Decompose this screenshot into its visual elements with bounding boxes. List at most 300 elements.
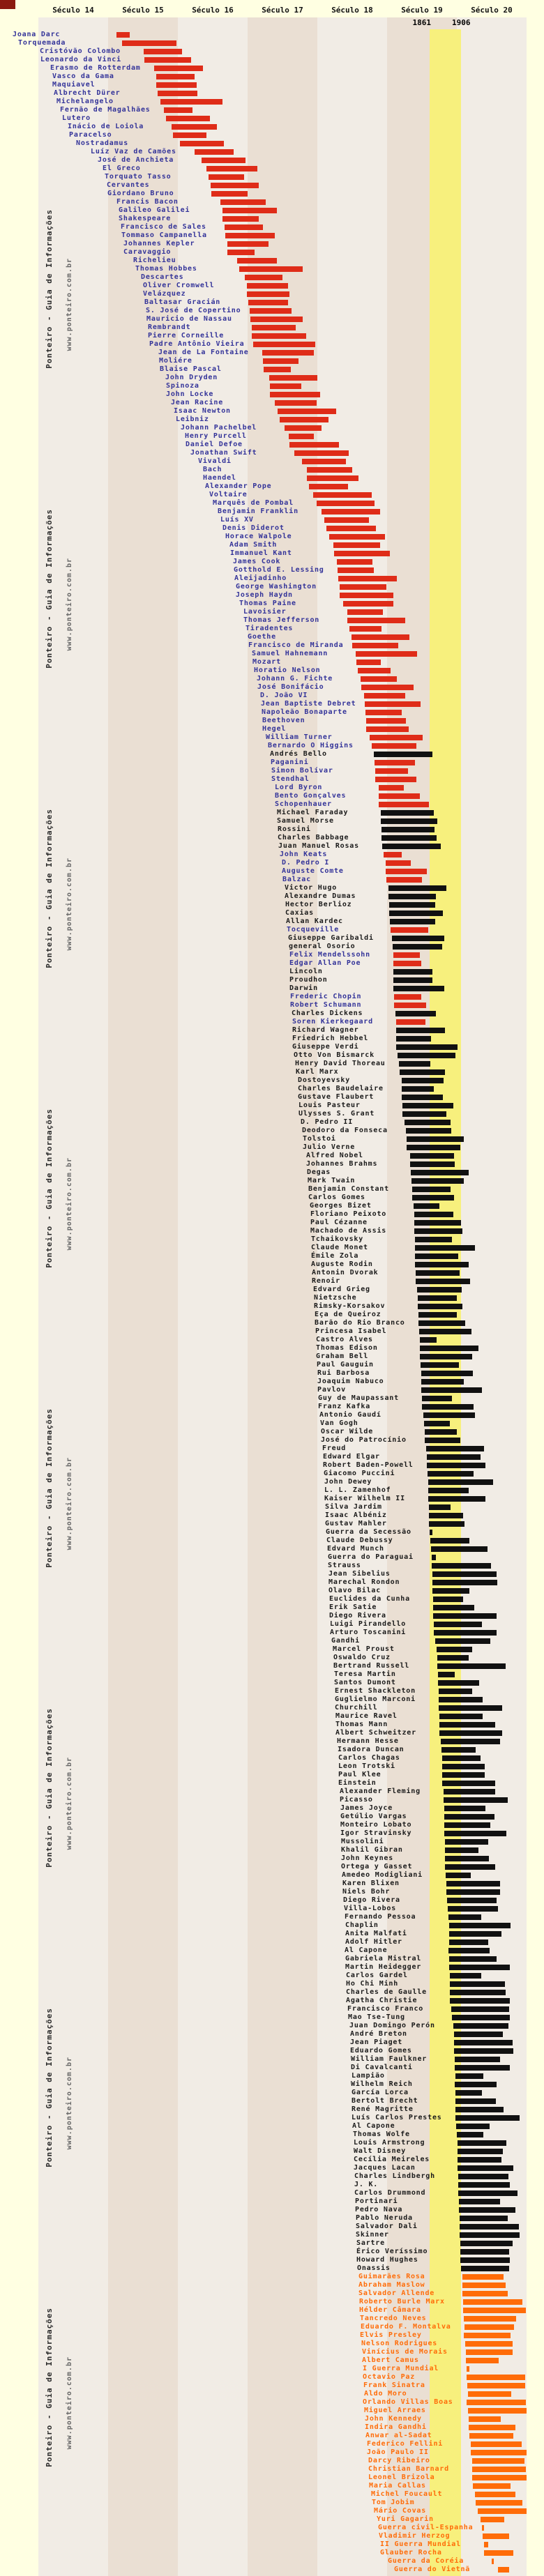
person-label: Allan Kardec: [286, 917, 343, 925]
person-label: John Kennedy: [365, 2415, 422, 2423]
lifespan-bar: [424, 1421, 450, 1426]
person-label: Isaac Albéniz: [325, 1511, 387, 1519]
lifespan-bar: [289, 442, 339, 448]
lifespan-bar: [407, 1136, 464, 1142]
lifespan-bar: [458, 2190, 517, 2196]
lifespan-bar: [418, 1304, 462, 1309]
lifespan-bar: [429, 1513, 463, 1518]
lifespan-bar: [484, 2542, 488, 2547]
lifespan-bar: [379, 802, 429, 807]
lifespan-bar: [455, 2065, 510, 2071]
person-label: Shakespeare: [119, 215, 172, 222]
century-column: [38, 17, 108, 2576]
person-label: Onassis: [357, 2264, 391, 2272]
lifespan-bar: [209, 174, 244, 180]
person-label: Monteiro Lobato: [340, 1821, 412, 1829]
lifespan-bar: [366, 718, 406, 724]
person-label: Al Capone: [345, 1946, 388, 1954]
lifespan-bar: [381, 835, 437, 841]
person-label: Louis Pasteur: [299, 1102, 361, 1109]
lifespan-bar: [338, 576, 397, 581]
lifespan-bar: [411, 1178, 464, 1184]
person-label: Pavlov: [317, 1386, 346, 1394]
lifespan-bar: [439, 1714, 483, 1719]
lifespan-bar: [462, 2274, 504, 2280]
person-label: Caravaggio: [123, 248, 172, 256]
person-label: Érico Veríssimo: [356, 2248, 428, 2255]
person-label: Joaquim Nabuco: [317, 1378, 384, 1385]
lifespan-bar: [454, 2032, 503, 2037]
lifespan-bar: [465, 2341, 513, 2347]
person-label: Auguste Comte: [282, 867, 344, 875]
lifespan-bar: [399, 1061, 430, 1067]
person-label: Immanuel Kant: [230, 549, 292, 557]
watermark-site-name: Ponteiro - Guia de Informações: [45, 809, 54, 968]
lifespan-bar: [428, 1479, 493, 1485]
person-label: George Washington: [236, 583, 317, 590]
lifespan-bar: [160, 99, 222, 105]
person-label: Antonin Dvorak: [312, 1269, 379, 1276]
person-label: Samuel Hahnemann: [252, 650, 328, 657]
person-label: Rembrandt: [148, 323, 191, 331]
lifespan-bar: [449, 1939, 488, 1945]
person-label: Anita Malfati: [345, 1930, 407, 1937]
lifespan-bar: [414, 1228, 462, 1234]
century-column: [108, 17, 178, 2576]
century-label: Século 16: [192, 6, 234, 15]
lifespan-bar: [313, 492, 372, 498]
lifespan-bar: [393, 969, 432, 975]
person-label: Octavio Paz: [363, 2373, 416, 2381]
lifespan-bar: [402, 1086, 434, 1092]
person-label: Maquiavel: [52, 81, 96, 89]
person-label: Tiradentes: [245, 625, 294, 632]
lifespan-bar: [483, 2533, 509, 2539]
person-label: Bertrand Russell: [333, 1662, 410, 1670]
lifespan-bar: [372, 743, 416, 749]
person-label: Franz Kafka: [318, 1403, 371, 1410]
lifespan-bar: [415, 1237, 452, 1242]
person-label: Silva Jardim: [325, 1503, 382, 1511]
lifespan-bar: [384, 852, 402, 858]
person-label: Simon Bolívar: [271, 767, 333, 775]
lifespan-bar: [419, 1329, 471, 1334]
lifespan-bar: [402, 1095, 443, 1100]
person-label: Carlos Gomes: [308, 1194, 365, 1201]
person-label: Giacomo Puccini: [324, 1470, 395, 1477]
person-label: Mark Twain: [308, 1177, 356, 1184]
person-label: Albrecht Dürer: [54, 89, 121, 97]
person-label: D. João VI: [260, 692, 308, 699]
person-label: Niels Bohr: [342, 1888, 391, 1896]
person-label: Glauber Rocha: [380, 2549, 442, 2556]
lifespan-bar: [429, 1521, 464, 1527]
person-label: Guerra do Paraguai: [328, 1553, 414, 1561]
person-label: Portinari: [355, 2197, 398, 2205]
lifespan-bar: [420, 1354, 472, 1359]
lifespan-bar: [422, 1396, 452, 1401]
lifespan-bar: [460, 2249, 509, 2255]
person-label: Arturo Toscanini: [330, 1629, 407, 1636]
person-label: Kaiser Wilhelm II: [324, 1495, 405, 1502]
person-label: Pedro Nava: [355, 2206, 403, 2213]
lifespan-bar: [472, 2475, 527, 2480]
person-label: Skinner: [356, 2231, 389, 2239]
person-label: Balzac: [282, 876, 311, 883]
lifespan-bar: [492, 2559, 494, 2564]
person-label: Charles Lindbergh: [354, 2172, 435, 2180]
person-label: Benjamin Constant: [308, 1185, 389, 1193]
lifespan-bar: [418, 1320, 465, 1326]
person-label: Gabriela Mistral: [345, 1955, 422, 1963]
lifespan-bar: [425, 1438, 460, 1443]
lifespan-bar: [466, 2349, 513, 2355]
lifespan-bar: [349, 626, 381, 632]
lifespan-bar: [434, 1630, 497, 1636]
lifespan-bar: [412, 1195, 454, 1201]
person-label: general Osorio: [289, 943, 356, 950]
person-label: Diego Rivera: [343, 1896, 400, 1904]
lifespan-bar: [444, 1822, 490, 1828]
lifespan-bar: [402, 1103, 453, 1108]
lifespan-bar: [434, 1622, 482, 1627]
person-label: Marquês de Pombal: [213, 499, 294, 507]
person-label: Tchaikovsky: [311, 1235, 364, 1243]
person-label: Mussolini: [341, 1838, 384, 1845]
person-label: Samuel Morse: [277, 817, 334, 825]
lifespan-bar: [333, 542, 380, 548]
watermark-site-url: www.ponteiro.com.br: [66, 1157, 73, 1251]
lifespan-bar: [458, 2149, 503, 2154]
lifespan-bar: [459, 2207, 515, 2213]
person-label: I Guerra Mundial: [363, 2365, 439, 2372]
person-label: Eduardo Gomes: [350, 2047, 412, 2055]
person-label: Vladimir Herzog: [379, 2532, 451, 2540]
person-label: Blaise Pascal: [160, 365, 222, 373]
person-label: Alexander Pope: [205, 482, 272, 490]
person-label: Mário Covas: [374, 2507, 427, 2515]
lifespan-bar: [237, 258, 277, 264]
person-label: Victor Hugo: [285, 884, 338, 892]
person-label: Juan Manuel Rosas: [278, 842, 359, 850]
lifespan-bar: [389, 910, 443, 916]
lifespan-bar: [468, 2408, 527, 2414]
lifespan-bar: [456, 2124, 490, 2129]
lifespan-bar: [439, 1730, 502, 1736]
lifespan-bar: [374, 752, 432, 757]
lifespan-bar: [156, 82, 197, 88]
lifespan-bar: [464, 2333, 511, 2338]
person-label: Baltasar Gracián: [144, 298, 221, 306]
lifespan-bar: [270, 383, 301, 389]
lifespan-bar: [154, 66, 203, 71]
lifespan-bar: [416, 1270, 460, 1276]
lifespan-bar: [476, 2500, 522, 2506]
lifespan-bar: [294, 450, 349, 456]
lifespan-bar: [211, 191, 248, 197]
person-label: Horatio Nelson: [254, 666, 321, 674]
lifespan-bar: [396, 1044, 458, 1050]
lifespan-bar: [463, 2299, 522, 2305]
lifespan-bar: [458, 2157, 501, 2163]
lifespan-bar: [156, 74, 195, 79]
lifespan-bar: [460, 2224, 519, 2230]
lifespan-bar: [122, 40, 176, 46]
lifespan-bar: [270, 392, 320, 397]
lifespan-bar: [460, 2232, 520, 2238]
person-label: Vivaldi: [198, 457, 232, 465]
lifespan-bar: [428, 1496, 485, 1502]
lifespan-bar: [430, 1530, 432, 1535]
person-label: Diego Rivera: [329, 1612, 386, 1619]
person-label: Michel Foucault: [371, 2490, 443, 2498]
watermark-site-url: www.ponteiro.com.br: [66, 258, 73, 351]
lifespan-bar: [498, 2567, 509, 2573]
lifespan-bar: [418, 1312, 457, 1318]
person-label: Francisco de Miranda: [248, 641, 344, 649]
person-label: Ulysses S. Grant: [299, 1110, 375, 1118]
person-label: Auguste Rodin: [311, 1260, 373, 1268]
person-label: Émile Zola: [311, 1252, 359, 1260]
person-label: Igor Stravinsky: [340, 1829, 412, 1837]
lifespan-bar: [225, 233, 275, 238]
lifespan-bar: [202, 158, 245, 163]
person-label: Guerra da Secessão: [326, 1528, 411, 1536]
person-label: Gustav Mahler: [325, 1520, 387, 1527]
lifespan-bar: [289, 434, 314, 439]
lifespan-bar: [467, 2366, 469, 2372]
lifespan-bar: [441, 1739, 500, 1744]
lifespan-bar: [426, 1446, 484, 1451]
lifespan-bar: [442, 1764, 485, 1769]
person-label: Rimsky-Korsakov: [314, 1302, 386, 1310]
watermark-site-url: www.ponteiro.com.br: [66, 2356, 73, 2450]
lifespan-bar: [439, 1722, 495, 1728]
lifespan-bar: [322, 509, 380, 515]
person-label: Martin Heidegger: [345, 1963, 422, 1971]
person-label: Hegel: [262, 725, 287, 733]
person-label: John Dewey: [324, 1478, 372, 1486]
lifespan-bar: [415, 1262, 469, 1267]
lifespan-bar: [442, 1772, 485, 1778]
lifespan-bar: [386, 860, 411, 866]
lifespan-bar: [432, 1588, 469, 1594]
person-label: Inácio de Loiola: [68, 123, 144, 130]
lifespan-bar: [402, 1111, 446, 1117]
lifespan-bar: [144, 57, 191, 63]
lifespan-bar: [433, 1596, 463, 1602]
lifespan-bar: [449, 1931, 501, 1937]
person-label: Nietzsche: [314, 1294, 357, 1302]
lifespan-bar: [444, 1831, 506, 1836]
lifespan-bar: [430, 1538, 469, 1544]
person-label: Picasso: [340, 1796, 373, 1804]
person-label: Descartes: [141, 273, 184, 281]
lifespan-bar: [247, 283, 288, 289]
person-label: Freud: [322, 1445, 347, 1452]
person-label: Paul Gauguin: [317, 1361, 374, 1369]
lifespan-bar: [347, 609, 383, 615]
person-label: Giuseppe Verdi: [292, 1043, 359, 1051]
person-label: Napoleão Bonaparte: [262, 708, 347, 716]
person-label: Thomas Wolfe: [353, 2131, 410, 2138]
person-label: Claude Monet: [311, 1244, 368, 1251]
person-label: Guerra da Coréia: [388, 2557, 464, 2565]
person-label: Paganini: [271, 759, 309, 766]
lifespan-bar: [144, 49, 182, 54]
person-label: Christian Barnard: [368, 2465, 449, 2473]
lifespan-bar: [379, 785, 404, 791]
person-label: Vinícius de Morais: [362, 2348, 448, 2356]
lifespan-bar: [415, 1253, 458, 1259]
person-label: Bento Gonçalves: [275, 792, 347, 800]
person-label: William Faulkner: [351, 2055, 428, 2063]
person-label: John Keynes: [341, 1854, 394, 1862]
lifespan-bar: [307, 475, 358, 481]
lifespan-bar: [455, 2098, 496, 2104]
watermark-site-name: Ponteiro - Guia de Informações: [45, 509, 54, 669]
lifespan-bar: [324, 517, 369, 523]
person-label: Felix Mendelssohn: [289, 951, 370, 959]
person-label: Francisco Franco: [347, 2005, 424, 2013]
lifespan-bar: [455, 2115, 520, 2121]
lifespan-bar: [393, 961, 421, 966]
person-label: Oswaldo Cruz: [333, 1654, 391, 1661]
lifespan-bar: [392, 936, 444, 941]
lifespan-bar: [467, 2375, 525, 2380]
person-label: Darcy Ribeiro: [368, 2457, 430, 2464]
band-start-label: 1861: [412, 18, 431, 27]
lifespan-bar: [417, 1287, 462, 1293]
lifespan-bar: [343, 601, 393, 607]
lifespan-bar: [414, 1220, 461, 1226]
person-label: João Paulo II: [367, 2448, 429, 2456]
lifespan-bar: [446, 1873, 471, 1878]
person-label: Isaac Newton: [174, 407, 231, 415]
person-label: Jacques Lacan: [354, 2164, 416, 2172]
century-label: Século 15: [122, 6, 164, 15]
lifespan-bar: [412, 1187, 451, 1192]
lifespan-bar: [388, 885, 446, 891]
lifespan-bar: [280, 417, 328, 422]
person-label: Thomas Hobbes: [135, 265, 197, 273]
person-label: Beethoven: [262, 717, 305, 724]
lifespan-bar: [317, 501, 375, 506]
person-label: Guglielmo Marconi: [335, 1695, 416, 1703]
lifespan-bar: [269, 375, 317, 381]
lifespan-bar: [422, 1404, 474, 1410]
lifespan-bar: [420, 1337, 437, 1343]
lifespan-bar: [386, 869, 427, 874]
lifespan-bar: [253, 342, 315, 347]
lifespan-bar: [444, 1806, 485, 1811]
lifespan-bar: [390, 919, 435, 924]
watermark-site-url: www.ponteiro.com.br: [66, 2057, 73, 2150]
lifespan-bar: [454, 2048, 513, 2054]
person-label: John Dryden: [165, 374, 218, 381]
person-label: Padre Antônio Vieira: [149, 340, 245, 348]
person-label: Mozart: [252, 658, 281, 666]
lifespan-bar: [402, 1078, 444, 1083]
person-label: Alexander Fleming: [340, 1788, 421, 1795]
person-label: Gustave Flaubert: [298, 1093, 375, 1101]
watermark-site-name: Ponteiro - Guia de Informações: [45, 2008, 54, 2167]
person-label: Lampião: [352, 2072, 385, 2080]
person-label: Paul Klee: [338, 1771, 381, 1778]
lifespan-bar: [444, 1814, 494, 1820]
lifespan-bar: [411, 1170, 469, 1175]
person-label: Fernão de Magalhães: [60, 106, 151, 114]
lifespan-bar: [410, 1161, 455, 1167]
lifespan-bar: [250, 317, 303, 322]
lifespan-bar: [220, 199, 266, 205]
person-label: Aldo Moro: [364, 2390, 407, 2398]
lifespan-bar: [423, 1412, 475, 1418]
band-end-label: 1906: [452, 18, 471, 27]
person-label: Caxias: [285, 909, 314, 917]
lifespan-bar: [381, 827, 435, 832]
lifespan-bar: [448, 1948, 490, 1953]
lifespan-bar: [451, 2006, 509, 2012]
person-label: Salvador Dali: [356, 2223, 418, 2230]
lifespan-bar: [421, 1371, 473, 1376]
lifespan-bar: [471, 2450, 527, 2455]
person-label: Richard Wagner: [292, 1026, 359, 1034]
person-label: Oliver Cromwell: [143, 282, 215, 289]
lifespan-bar: [393, 977, 432, 983]
person-label: Andrés Bello: [270, 750, 327, 758]
lifespan-bar: [334, 551, 390, 556]
person-label: Jean Piaget: [350, 2038, 403, 2046]
lifespan-bar: [467, 2383, 525, 2388]
person-label: Khalil Gibran: [341, 1846, 403, 1854]
lifespan-bar: [461, 2266, 509, 2271]
person-label: Elvis Presley: [360, 2331, 422, 2339]
lifespan-bar: [389, 902, 435, 908]
person-label: Guerra do Vietnã: [394, 2566, 471, 2573]
person-label: Erasmo de Rotterdam: [50, 64, 141, 72]
person-label: Daniel Defoe: [186, 441, 243, 448]
person-label: Alfred Nobel: [306, 1152, 363, 1159]
lifespan-bar: [302, 459, 346, 464]
person-label: Euclides da Cunha: [329, 1595, 410, 1603]
century-label: Século 17: [262, 6, 303, 15]
lifespan-bar: [444, 1789, 495, 1794]
lifespan-bar: [180, 141, 224, 146]
person-label: Karl Marx: [296, 1068, 339, 1076]
person-label: Schopenhauer: [275, 800, 332, 808]
person-label: Galileo Galilei: [119, 206, 190, 214]
lifespan-bar: [227, 250, 255, 255]
lifespan-bar: [275, 400, 317, 406]
person-label: Charles de Gaulle: [346, 1988, 427, 1996]
lifespan-bar: [446, 1889, 500, 1895]
lifespan-bar: [448, 1906, 498, 1912]
person-label: Bernardo O Higgins: [268, 742, 354, 749]
person-label: Albert Schweitzer: [335, 1729, 416, 1737]
person-label: Benjamin Franklin: [218, 508, 299, 515]
lifespan-bar: [247, 291, 289, 297]
lifespan-bar: [463, 2308, 526, 2313]
lifespan-bar: [158, 91, 197, 96]
person-label: Charles Dickens: [292, 1009, 363, 1017]
lifespan-bar: [262, 350, 314, 356]
lifespan-bar: [439, 1705, 502, 1711]
person-label: Tommaso Campanella: [121, 231, 207, 239]
person-label: Hermann Hesse: [337, 1737, 399, 1745]
lifespan-bar: [464, 2316, 516, 2322]
lifespan-bar: [449, 1965, 510, 1970]
